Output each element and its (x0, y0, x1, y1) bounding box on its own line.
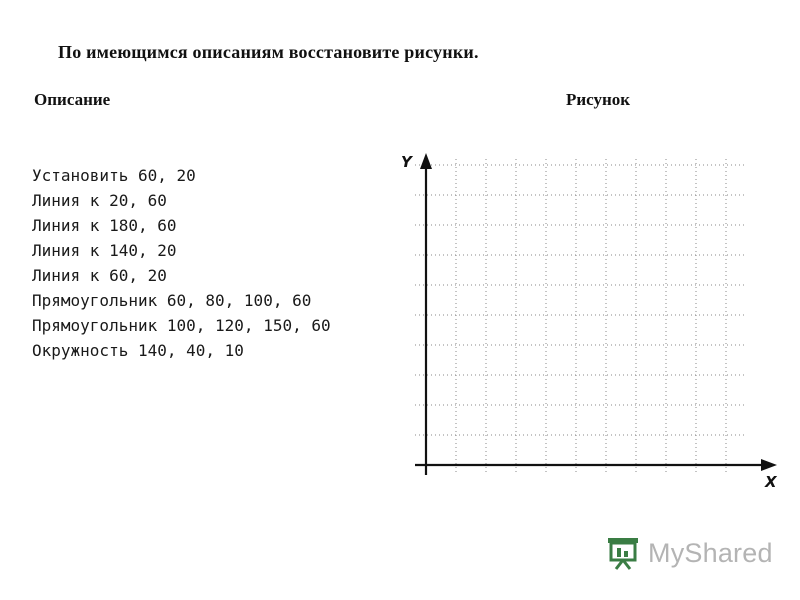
command-line: Установить 60, 20 (32, 166, 196, 185)
grid-lines (415, 159, 747, 475)
command-line: Прямоугольник 60, 80, 100, 60 (32, 291, 312, 310)
y-axis-arrow (420, 153, 432, 169)
coordinate-grid (395, 145, 785, 495)
watermark-text: MyShared (648, 537, 773, 568)
command-line: Окружность 140, 40, 10 (32, 341, 244, 360)
presentation-board-icon (606, 535, 642, 571)
description-header: Описание (34, 90, 111, 109)
x-axis-arrow (761, 459, 777, 471)
command-line: Линия к 140, 20 (32, 241, 177, 260)
page-title: По имеющимся описаниям восстановите рисунки. (58, 42, 479, 62)
command-line: Линия к 180, 60 (32, 216, 177, 235)
figure-header: Рисунок (566, 90, 631, 109)
command-line: Линия к 60, 20 (32, 266, 167, 285)
command-line: Линия к 20, 60 (32, 191, 167, 210)
watermark (606, 535, 773, 571)
command-line: Прямоугольник 100, 120, 150, 60 (32, 316, 331, 335)
x-axis-label: X (765, 473, 777, 491)
y-axis-label: Y (401, 153, 412, 171)
command-list (32, 163, 331, 363)
